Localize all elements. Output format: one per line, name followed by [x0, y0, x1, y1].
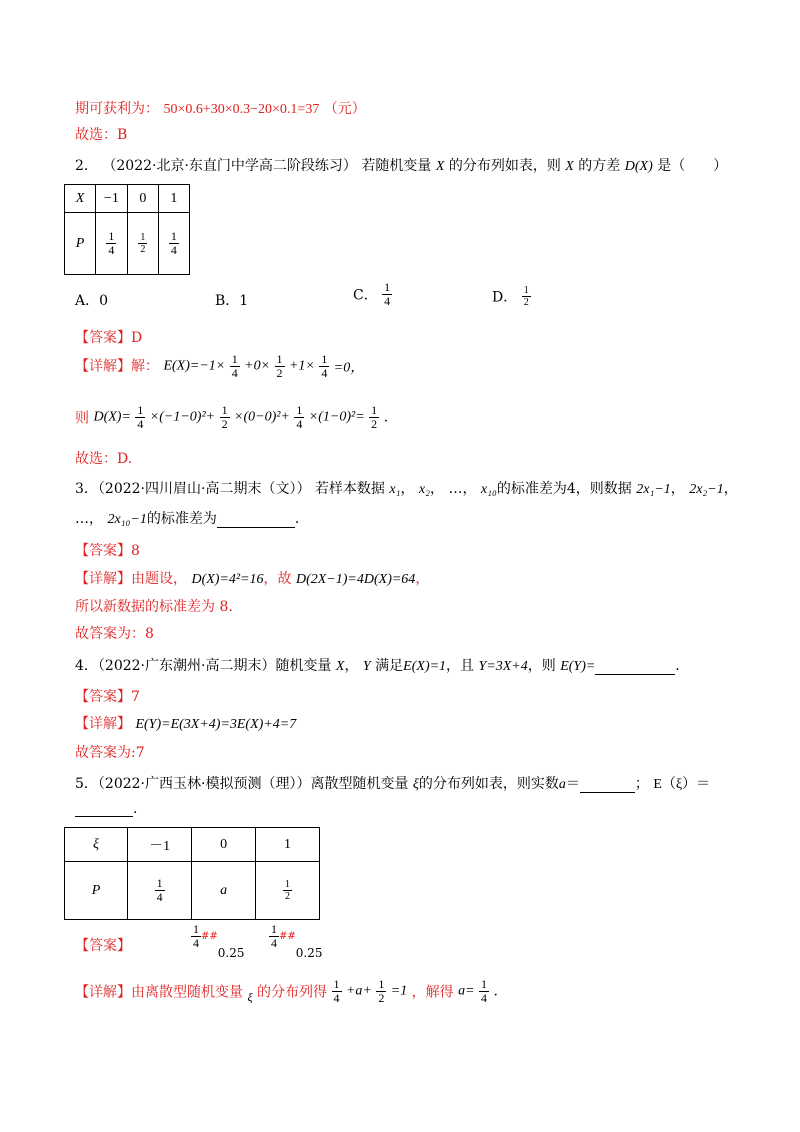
q5-stem: 5．（2022·广西玉林·模拟预测（理））离散型随机变量 ξ的分布列如表，则实数a＝ ； E（ξ）＝: [75, 776, 711, 792]
q5-cell-v2: 0: [192, 828, 256, 862]
q5-distribution-table: [64, 827, 320, 920]
q2-detail-dx: 则 D(X)= $\frac{1}{4}$ ×(−1−0)²+ $\frac{1}{2}$ ×(0−0)²+ $\frac{1}{4}$ ×(1−0)²= $\frac{1}{2}$ .: [75, 403, 389, 431]
q5-cell-p: P: [65, 862, 128, 920]
q2-cell-p: P: [65, 213, 96, 275]
q5-cell-p3: $\frac{1}{2}$: [256, 862, 320, 920]
profit-line: [75, 98, 366, 118]
q3-detail: 【详解】由题设， D(X)=4²=16，故 D(2X−1)=4D(X)=64，: [75, 571, 430, 587]
q5-blank-a[interactable]: [580, 778, 635, 793]
q3-stem: 3．（2022·四川眉山·高二期末（文）） 若样本数据 x₁， x₂， …， x₁₀的标准差为4，则数据 2x₁−1， 2x₂−1，: [75, 481, 738, 497]
q3-detail-line2: 所以新数据的标准差为 8.: [75, 599, 233, 615]
q2-text-a: 若随机变量: [361, 158, 432, 174]
q5-answer-1: $\frac{1}{4}$ ##0.25: [193, 922, 245, 960]
q2-answer: 【答案】D: [75, 330, 143, 346]
q3-answer-blank[interactable]: [217, 513, 295, 528]
q2-option-d: D． $\frac{1}{2}$: [492, 285, 529, 308]
q2-option-a: A．0: [75, 293, 109, 309]
q2-cell-p1: $\frac{1}{4}$: [95, 213, 127, 275]
q2-cell-x: X: [65, 185, 96, 213]
q4-stem: 4．（2022·广东潮州·高二期末）随机变量 X， Y 满足E(X)=1，且 Y=3X+4，则 E(Y)= .: [75, 658, 680, 674]
q2-var-x: X: [435, 159, 445, 174]
q3-final: 故答案为：8: [75, 626, 154, 642]
q5-cell-v3: 1: [256, 828, 320, 862]
q2-cell-v3: 1: [158, 185, 189, 213]
q4-answer: 【答案】7: [75, 689, 140, 705]
q3-stem-line2: …， 2x₁₀−1的标准差为 .: [75, 511, 300, 527]
profit-unit: （元）: [323, 101, 366, 117]
prev-choice: 故选：B: [75, 127, 128, 143]
q2-text-b: 的分布列如表，则: [448, 158, 561, 174]
q2-var-dx: D(X): [624, 159, 653, 174]
q2-choice: 故选：D.: [75, 451, 133, 467]
q2-option-c: C． $\frac{1}{4}$: [353, 280, 391, 308]
q5-answer-2: $\frac{1}{4}$ ##0.25: [271, 922, 323, 960]
q5-cell-xi: ξ: [65, 828, 128, 862]
q2-cell-v1: −1: [95, 185, 127, 213]
q5-answer-tag: 【答案】: [75, 938, 131, 954]
q2-cell-p3: $\frac{1}{4}$: [158, 213, 189, 275]
q5-stem-line2: .: [75, 801, 137, 817]
q4-final: 故答案为:7: [75, 745, 145, 761]
q2-number: 2．: [75, 158, 98, 174]
q5-blank-ex[interactable]: [75, 802, 133, 817]
q2-source: （2022·北京·东直门中学高二阶段练习）: [102, 158, 357, 174]
profit-expression: 50×0.6+30×0.3−20×0.1=37: [163, 102, 320, 117]
q4-answer-blank[interactable]: [595, 660, 675, 675]
q5-cell-p1: $\frac{1}{4}$: [127, 862, 191, 920]
profit-label: 期可获利为：: [75, 101, 159, 117]
q2-cell-v2: 0: [127, 185, 158, 213]
q2-stem: [75, 155, 727, 175]
q2-cell-p2: $\frac{1}{2}$: [127, 213, 158, 275]
q4-detail: 【详解】 E(Y)=E(3X+4)=3E(X)+4=7: [75, 716, 297, 732]
q2-detail-ex: 【详解】解： E(X)=−1× $\frac{1}{4}$ +0× $\frac{1}{2}$ +1× $\frac{1}{4}$ =0，: [75, 352, 365, 380]
q2-text-d: 是（ ）: [657, 158, 728, 174]
q5-detail: 【详解】由离散型随机变量 ξ 的分布列得 $\frac{1}{4}$ +a+ $\frac{1}{2}$ =1 ，解得 a= $\frac{1}{4}$ .: [75, 977, 498, 1005]
q2-distribution-table: [64, 184, 190, 275]
q2-text-c: 的方差: [578, 158, 621, 174]
q5-cell-v1: －1: [127, 828, 191, 862]
q3-answer: 【答案】8: [75, 543, 140, 559]
q5-cell-p2: a: [192, 862, 256, 920]
q2-var-x2: X: [565, 159, 574, 174]
q2-option-b: B．1: [215, 293, 249, 309]
